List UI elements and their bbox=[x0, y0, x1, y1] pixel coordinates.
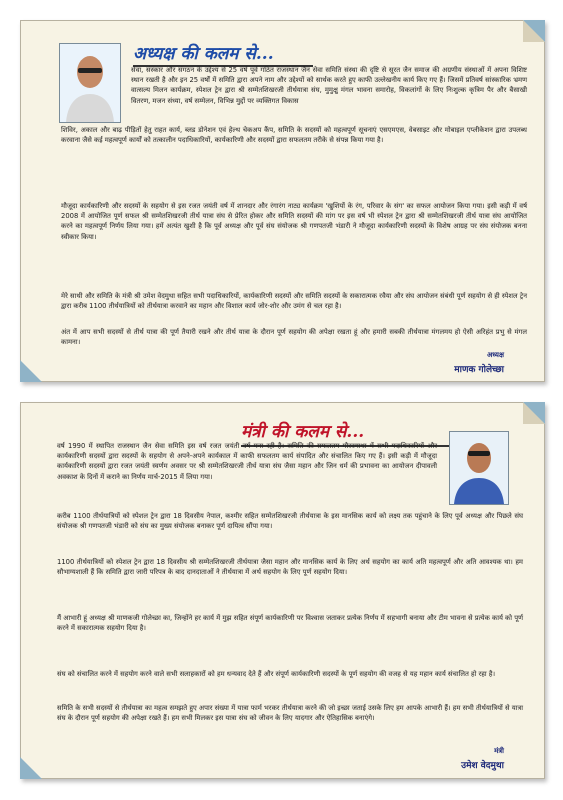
secretary-photo bbox=[449, 431, 509, 505]
person-image bbox=[60, 44, 120, 122]
page-curl bbox=[523, 20, 545, 42]
president-name: माणक गोलेच्छा bbox=[454, 365, 504, 375]
secretary-paragraph: वर्ष 1990 में स्थापित राजस्थान जैन सेवा समिति इस वर्ष रजत जयंती वर्ष मना रही है। समिति की सफलतम गौरवगाथा में सभी पदाधिकारियों और कार्यकारिणी सदस्यों द्वारा सदस्यों के सहयोग से अपने-अपने कार्यकाल में काफी सफलतम कार्य संपादित और संचालित किए गए हैं। इसी कड़ी में मौजूदा कार्यकारिणी सदस्यों द्वारा रजत जयंती स्वर्णम अवसर पर श्री सम्मेतशिखरजी तीर्थ यात्रा संघ जैसा महान और जिन धर्म की प्रभावना का आयोजन दीपावली अवकाश के दिनों में कराने का निर्णय मार्च-2015 में लिया गया। bbox=[57, 442, 437, 481]
president-role: अध्यक्ष bbox=[486, 351, 504, 359]
secretary-paragraph: मैं आभारी हूं अध्यक्ष श्री माणकजी गोलेच्छा का, जिन्होंने हर कार्य में मुझ सहित संपूर्ण कार्यकारिणी पर विश्वास जताकर प्रत्येक निर्णय में सहभागी बनाया और टीम भावना से प्रत्येक कार्य को पूर्ण करने में सकारात्मक सहयोग दिया है। bbox=[57, 614, 523, 633]
person-image bbox=[450, 432, 508, 504]
president-heading: अध्यक्ष की कलम से... bbox=[133, 44, 274, 64]
secretary-message-card bbox=[20, 402, 545, 779]
president-paragraph: शिविर, अकाल और बाढ़ पीड़ितों हेतु राहत कार्य, ब्लड डोनेशन एवं हेल्थ चेकअप कैंप, समिति के सदस्यों को महत्वपूर्ण सूचनाएं एसएमएस, वेबसाइट और मोबाइल एप्लीकेशन द्वारा उपलब्ध करवाना जैसे कई महत्वपूर्ण कार्यों को तत्कालीन पदाधिकारियों, कार्यकारिणी और सदस्यों द्वारा सफलतम तरीके से संपन्न किया गया है। bbox=[61, 126, 527, 145]
president-paragraph: मौजूदा कार्यकारिणी और सदस्यों के सहयोग से इस रजत जयंती वर्ष में शानदार और रंगारंग नाट्य कार्यक्रम 'खुशियों के रंग, परिवार के संग' का सफल आयोजन किया गया। इसी कड़ी में वर्ष 2008 में आयोजित पूर्ण सफल श्री सम्मेतशिखरजी तीर्थ यात्रा संघ से प्रेरित होकर और समिति सदस्यों की मांग पर इस वर्ष भी स्पेशल ट्रेन द्वारा श्री सम्मेतशिखरजी तीर्थ यात्रा संघ आयोजित करने का महत्वपूर्ण निर्णय लिया गया। हमें अत्यंत खुशी है कि पूर्व अध्यक्ष और पूर्व संघ संयोजक श्री गणपतजी भंडारी ने मौजूदा कार्यकारिणी सदस्यों के विशेष आग्रह पर संघ संयोजक बनना स्वीकार किया। bbox=[61, 202, 527, 241]
secretary-heading: मंत्री की कलम से... bbox=[241, 422, 365, 442]
secretary-paragraph: संघ को संचालित करने में सहयोग करने वाले सभी सलाहकारों को हम धन्यवाद देते हैं और संपूर्ण कार्यकारिणी सदस्यों के पूर्ण सहयोग की वजह से यह महान कार्य संचालित हो रहा है। bbox=[57, 670, 496, 678]
page-curl bbox=[523, 402, 545, 424]
president-message-card bbox=[20, 20, 545, 382]
president-paragraph: सेवा, संस्कार और संगठन के उद्देश्य से 25 वर्ष पूर्व गठित राजस्थान जैन सेवा समिति संस्था की दृष्टि से सूरत जैन समाज की अग्रणीय संस्थाओं में अपना विशिष्ट स्थान रखती है और इन 25 वर्षों में समिति द्वारा अपने नाम और उद्देश्यों को सार्थक करते हुए काफी उल्लेखनीय कार्य किए गए हैं। जिसमें प्रतिवर्ष सांस्कारिक भ्रमण वात्सल्य मिलन कार्यक्रम, स्पेशल ट्रेन द्वारा श्री सम्मेतशिखरजी तीर्थयात्रा संघ, मुमुक्षु मंगल भावना समारोह, विकलांगों के लिए निःशुल्क कृत्रिम पैर और बैसाखी वितरण, मजन संध्या, वर्ष सम्मेलन, विभिन्न मुद्दों पर व्यक्तिगत विकास bbox=[131, 66, 527, 105]
secretary-paragraph: समिति के सभी सदस्यों से तीर्थयात्रा का महत्व समझते हुए अपार संख्या में यात्रा फार्म भरकर तीर्थयात्रा करने की जो इच्छा जताई उसके लिए हम आपके आभारी हैं। हम सभी तीर्थयात्रियों से यात्रा संघ के दौरान पूर्ण सहयोग की अपेक्षा रखते हैं। हम सभी मिलकर इस यात्रा संघ को जीवन के लिए यादगार और ऐतिहासिक बनाएंगे। bbox=[57, 704, 523, 723]
president-paragraph: अंत में आप सभी सदस्यों से तीर्थ यात्रा की पूर्ण तैयारी रखने और तीर्थ यात्रा के दौरान पूर्ण सहयोग की अपेक्षा रखता हूं और हमारी सबकी तीर्थयात्रा मंगलमय हो ऐसी अरिहंत प्रभु से मंगल कामना। bbox=[61, 328, 527, 347]
secretary-paragraph: 1100 तीर्थयात्रियों को स्पेशल ट्रेन द्वारा 18 दिवसीय श्री सम्मेतशिखरजी तीर्थयात्रा जैसा महान और मानसिक कार्य के लिए अर्थ सहयोग का कार्य अति महत्वपूर्ण और अति आवश्यक था। हम सौभाग्यशाली हैं कि समिति द्वारा जारी परिपत्र के बाद दानदाताओं ने तीर्थयात्रा में अर्थ सहयोग के लिए पूर्ण सहयोग दिया। bbox=[57, 558, 523, 577]
secretary-paragraph: करीब 1100 तीर्थयात्रियों को स्पेशल ट्रेन द्वारा 18 दिवसीय नेपाल, कश्मीर सहित सम्मेतशिखरजी तीर्थयात्रा के इस मानसिक कार्य को लक्ष्य तक पहुंचाने के लिए पूर्व अध्यक्ष और पिछले संघ संयोजक श्री गणपतजी भंडारी को संघ का मुख्य संयोजक बनाकर पूर्ण दायित्व सौंपा गया। bbox=[57, 512, 523, 531]
secretary-role: मंत्री bbox=[494, 747, 504, 755]
page-curl bbox=[20, 757, 42, 779]
page-curl bbox=[20, 360, 42, 382]
president-photo bbox=[59, 43, 121, 123]
president-paragraph: मेरे साथी और समिति के मंत्री श्री उमेश वेदमुथा सहित सभी पदाधिकारियों, कार्यकारिणी सदस्यों और समिति सदस्यों के सकारात्मक रवैया और संघ आयोजन संबंधी पूर्ण सहयोग से ही स्पेशल ट्रेन द्वारा करीब 1100 तीर्थयात्रियों को तीर्थयात्रा करवाने का महान और विशाल कार्य जोर-शोर और उमंग से चल रहा है। bbox=[61, 292, 527, 311]
secretary-name: उमेश वेदमुथा bbox=[461, 761, 504, 771]
